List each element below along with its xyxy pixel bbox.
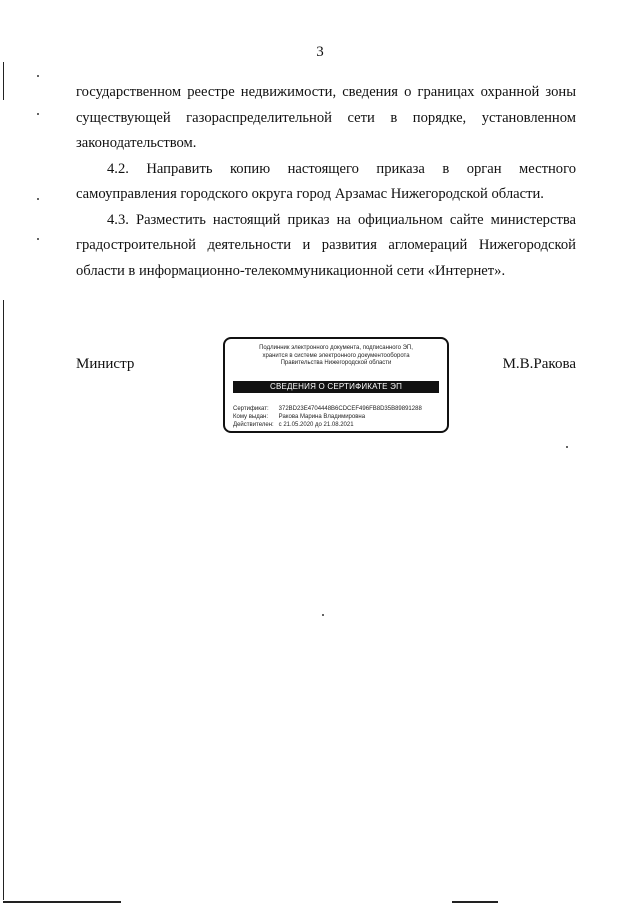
- stamp-details: [233, 405, 441, 429]
- validity-value: с 21.05.2020 до 21.08.2021: [278, 422, 354, 428]
- scan-dot: [566, 446, 568, 448]
- scan-dot: [37, 238, 39, 240]
- scan-edge-bottom-right: [452, 901, 498, 903]
- scan-dot: [37, 113, 39, 115]
- detail-label: Сертификат:: [233, 406, 269, 412]
- stamp-header: СВЕДЕНИЯ О СЕРТИФИКАТЕ ЭП: [233, 381, 439, 393]
- scan-edge-bottom-left: [3, 901, 121, 903]
- signer-name: М.В.Ракова: [502, 356, 576, 372]
- scan-dot: [37, 75, 39, 77]
- scan-edge-left-top: [3, 62, 4, 100]
- detail-label: Кому выдан:: [233, 414, 269, 420]
- scan-dot: [322, 614, 324, 616]
- issued-to-value: Ракова Марина Владимировна: [278, 414, 366, 420]
- scan-edge-left-mid: [3, 300, 4, 900]
- scan-dot: [37, 198, 39, 200]
- certificate-number: 372BD23E4704448B6CDCEF496FB8D35B89891288: [278, 406, 422, 412]
- stamp-intro-line: Правительства Нижегородской области: [280, 360, 392, 366]
- electronic-signature-stamp: [223, 337, 449, 433]
- stamp-intro-line: хранится в системе электронного документооборота: [262, 352, 410, 359]
- certificate-row: [233, 405, 441, 413]
- validity-row: [233, 421, 441, 429]
- paragraph-4-3: 4.3. Разместить настоящий приказ на официальном сайте министерства градостроительной деятельности и развития агломераций Нижегородской области в информационно-телекоммуникационной сети «Интернет».: [76, 211, 576, 279]
- issued-to-row: [233, 413, 441, 421]
- document-body: [76, 80, 576, 284]
- paragraph-4-2: 4.2. Направить копию настоящего приказа в орган местного самоуправления городского округа город Арзамас Нижегородской области.: [76, 160, 576, 202]
- detail-label: Действителен:: [233, 422, 274, 428]
- stamp-intro: [231, 345, 441, 368]
- signer-title: Министр: [76, 356, 135, 372]
- page-number: 3: [316, 44, 324, 60]
- paragraph-continuation: государственном реестре недвижимости, сведения о границах охранной зоны существующей газораспределительной сети в порядке, установленном законодательством.: [76, 84, 576, 151]
- stamp-intro-line: Подлинник электронного документа, подписанного ЭП,: [259, 345, 413, 351]
